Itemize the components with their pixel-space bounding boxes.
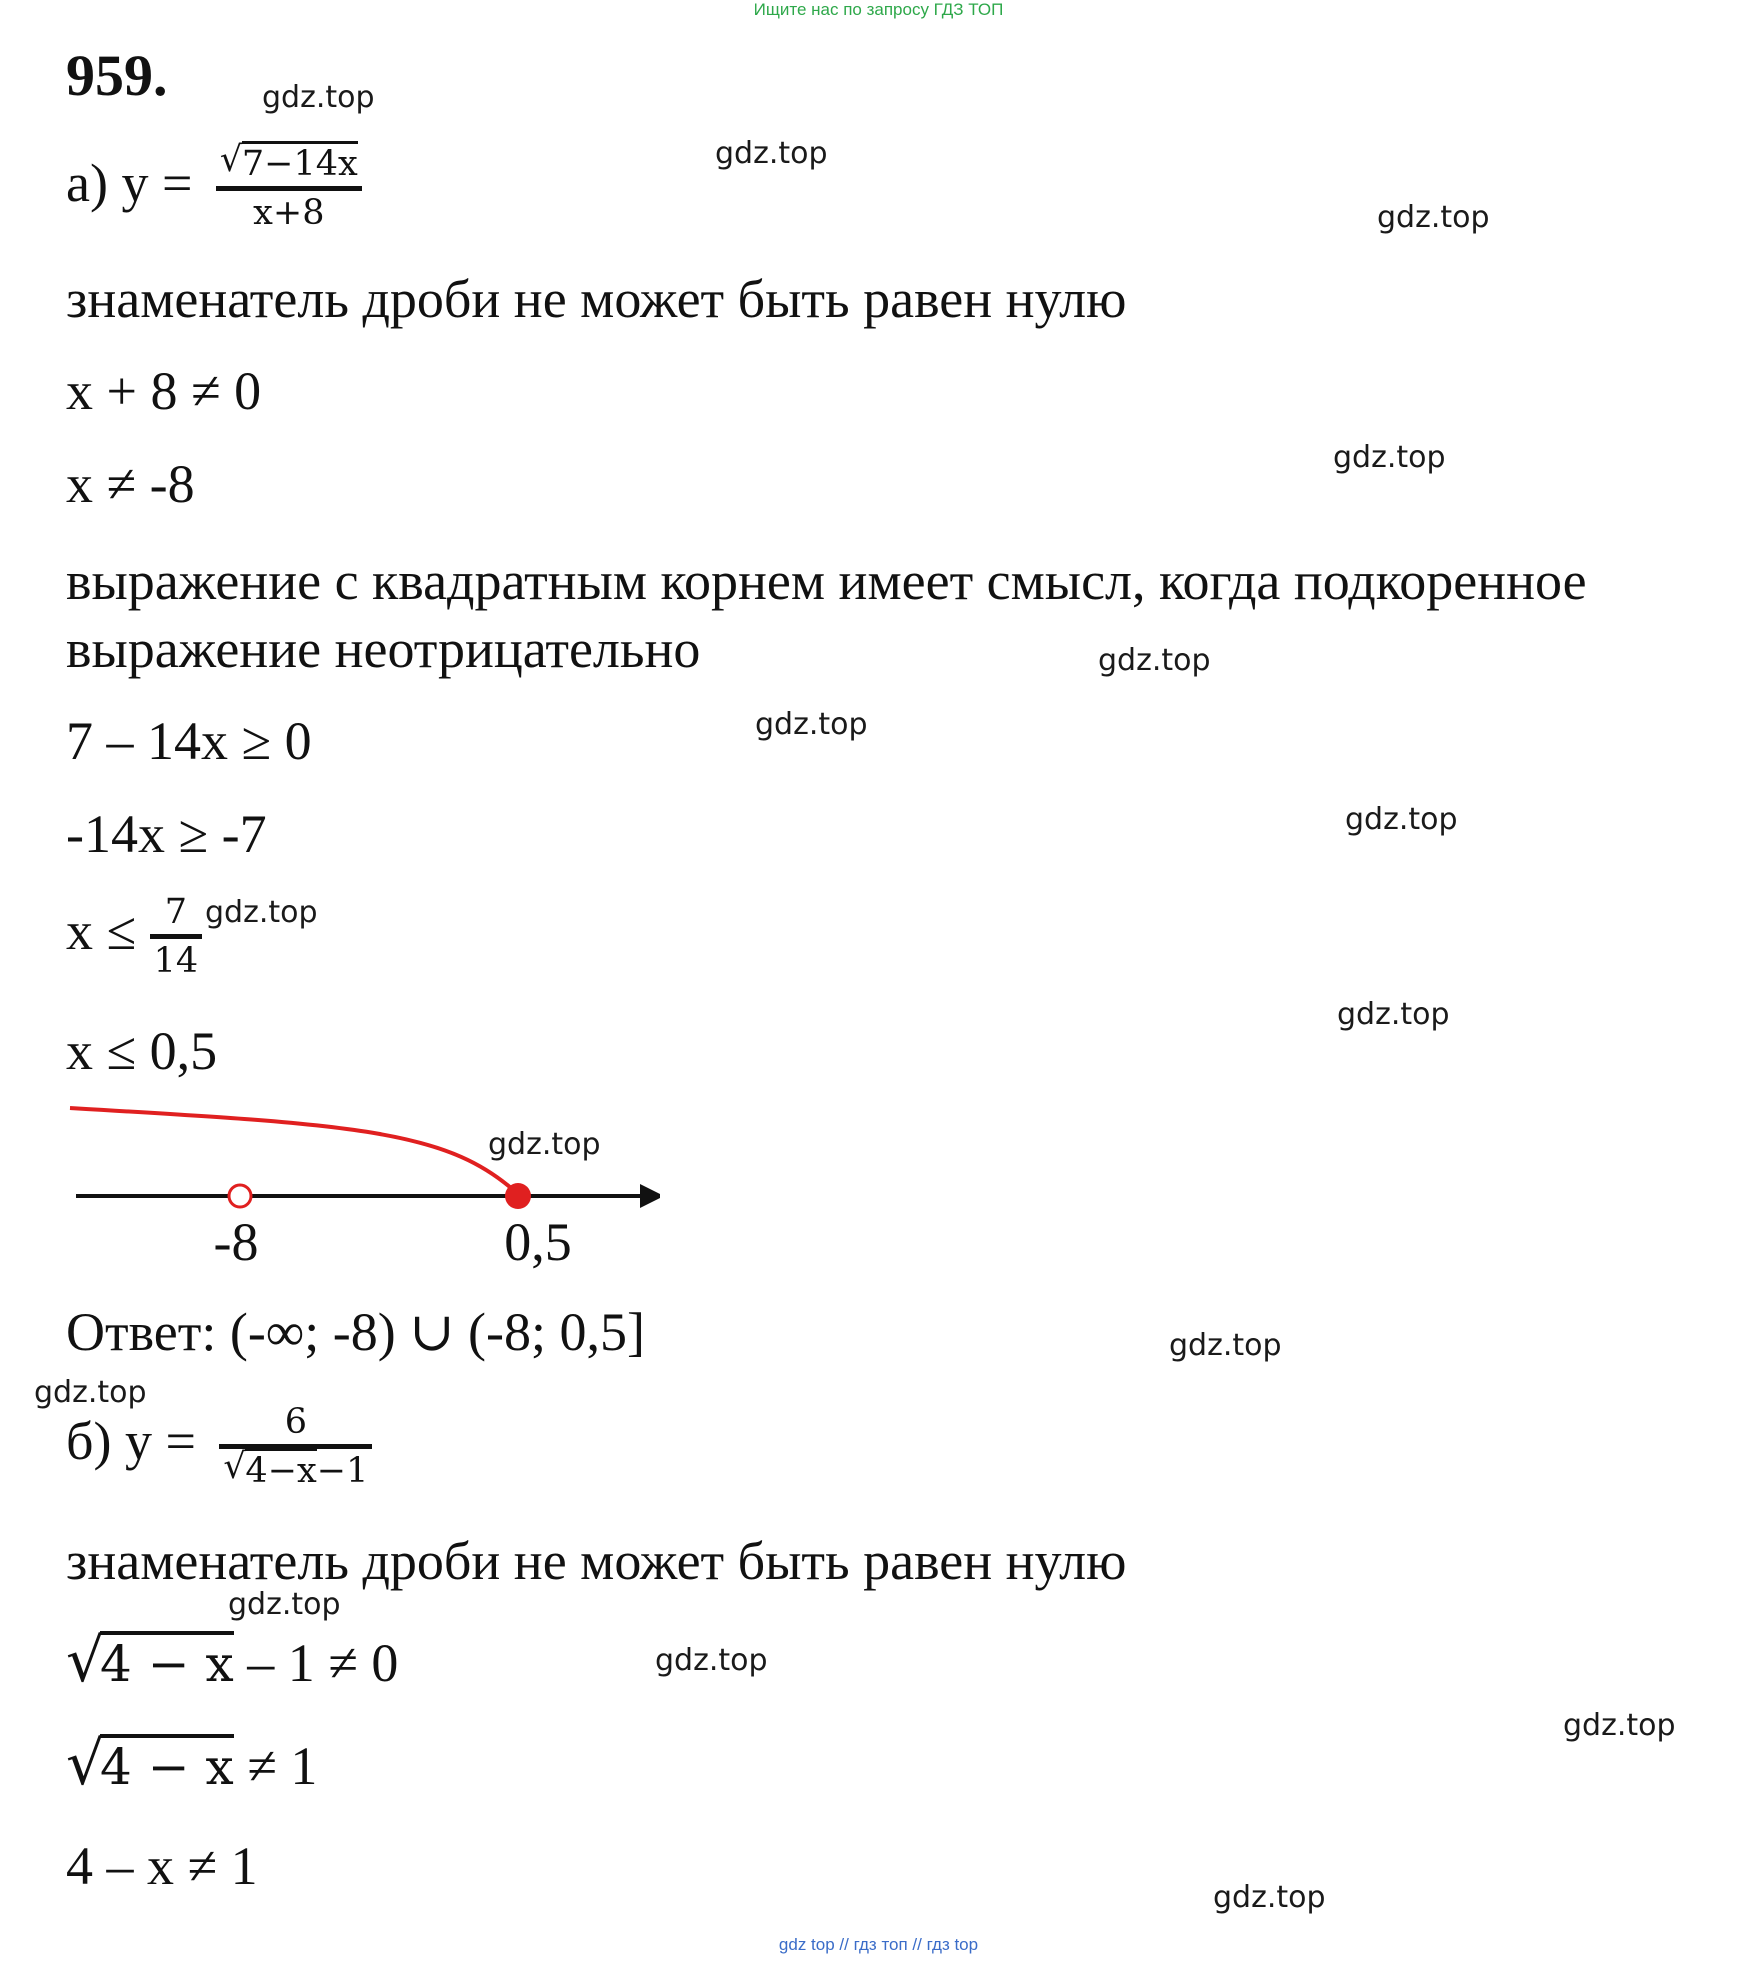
watermark: gdz.top (715, 136, 828, 171)
watermark: gdz.top (262, 80, 375, 115)
part-a-ineq3-fraction: 7 14 (150, 890, 203, 983)
part-a-ineq3 (66, 890, 202, 983)
part-a-eq2: x ≠ -8 (66, 454, 195, 514)
watermark: gdz.top (1337, 997, 1450, 1032)
label-minus8: -8 (213, 1212, 259, 1270)
watermark: gdz.top (1377, 200, 1490, 235)
part-b-numerator: 6 (284, 1402, 308, 1442)
part-a-eq1: x + 8 ≠ 0 (66, 361, 262, 421)
watermark: gdz.top (1169, 1328, 1282, 1363)
number-line (60, 1090, 660, 1270)
shading-curve (70, 1108, 520, 1196)
part-b-fraction: 6 √ 4−x−1 (219, 1400, 372, 1493)
part-a-ineq2: -14x ≥ -7 (66, 804, 267, 864)
part-b-formula (66, 1400, 372, 1493)
part-a-radicand: 7−14x (242, 141, 358, 184)
watermark: gdz.top (488, 1127, 601, 1162)
part-a-text2-line1: выражение с квадратным корнем имеет смысл, когда подкоренное (66, 551, 1587, 611)
watermark: gdz.top (755, 707, 868, 742)
watermark: gdz.top (1563, 1708, 1676, 1743)
watermark: gdz.top (655, 1643, 768, 1678)
open-point (229, 1185, 251, 1207)
watermark: gdz.top (1333, 440, 1446, 475)
part-b-eq3: 4 – x ≠ 1 (66, 1836, 258, 1896)
part-b-label: б) y = (66, 1410, 196, 1471)
bottom-banner[interactable]: gdz top // гдз топ // гдз top (778, 1935, 979, 1954)
watermark: gdz.top (1213, 1880, 1326, 1915)
part-b-text1: знаменатель дроби не может быть равен нулю (66, 1531, 1127, 1591)
part-a-denominator: x+8 (253, 193, 325, 233)
watermark: gdz.top (34, 1375, 147, 1410)
part-b-eq1: √ 4 − x – 1 ≠ 0 (66, 1626, 399, 1696)
part-a-text2-line2: выражение неотрицательно (66, 619, 701, 679)
part-b-eq2: √ 4 − x ≠ 1 (66, 1729, 318, 1799)
part-a-ineq1: 7 – 14x ≥ 0 (66, 711, 312, 771)
label-0-5: 0,5 (504, 1212, 572, 1270)
watermark: gdz.top (205, 895, 318, 930)
axis-arrow-icon (640, 1184, 660, 1208)
problem-number: 959. (66, 43, 168, 108)
watermark: gdz.top (228, 1587, 341, 1622)
part-a-answer: Ответ: (-∞; -8) ∪ (-8; 0,5] (66, 1302, 645, 1362)
part-a-fraction: √ 7−14x x+8 (216, 142, 362, 235)
part-a-ineq3-prefix: x ≤ (66, 900, 137, 961)
closed-point (505, 1183, 531, 1209)
watermark: gdz.top (1345, 802, 1458, 837)
part-a-text1: знаменатель дроби не может быть равен нулю (66, 269, 1127, 329)
top-banner[interactable]: Ищите нас по запросу ГДЗ ТОП (753, 0, 1004, 19)
watermark: gdz.top (1098, 643, 1211, 678)
part-a-label: а) y = (66, 152, 193, 213)
part-a-formula (66, 142, 362, 235)
part-a-ineq4: x ≤ 0,5 (66, 1021, 218, 1081)
